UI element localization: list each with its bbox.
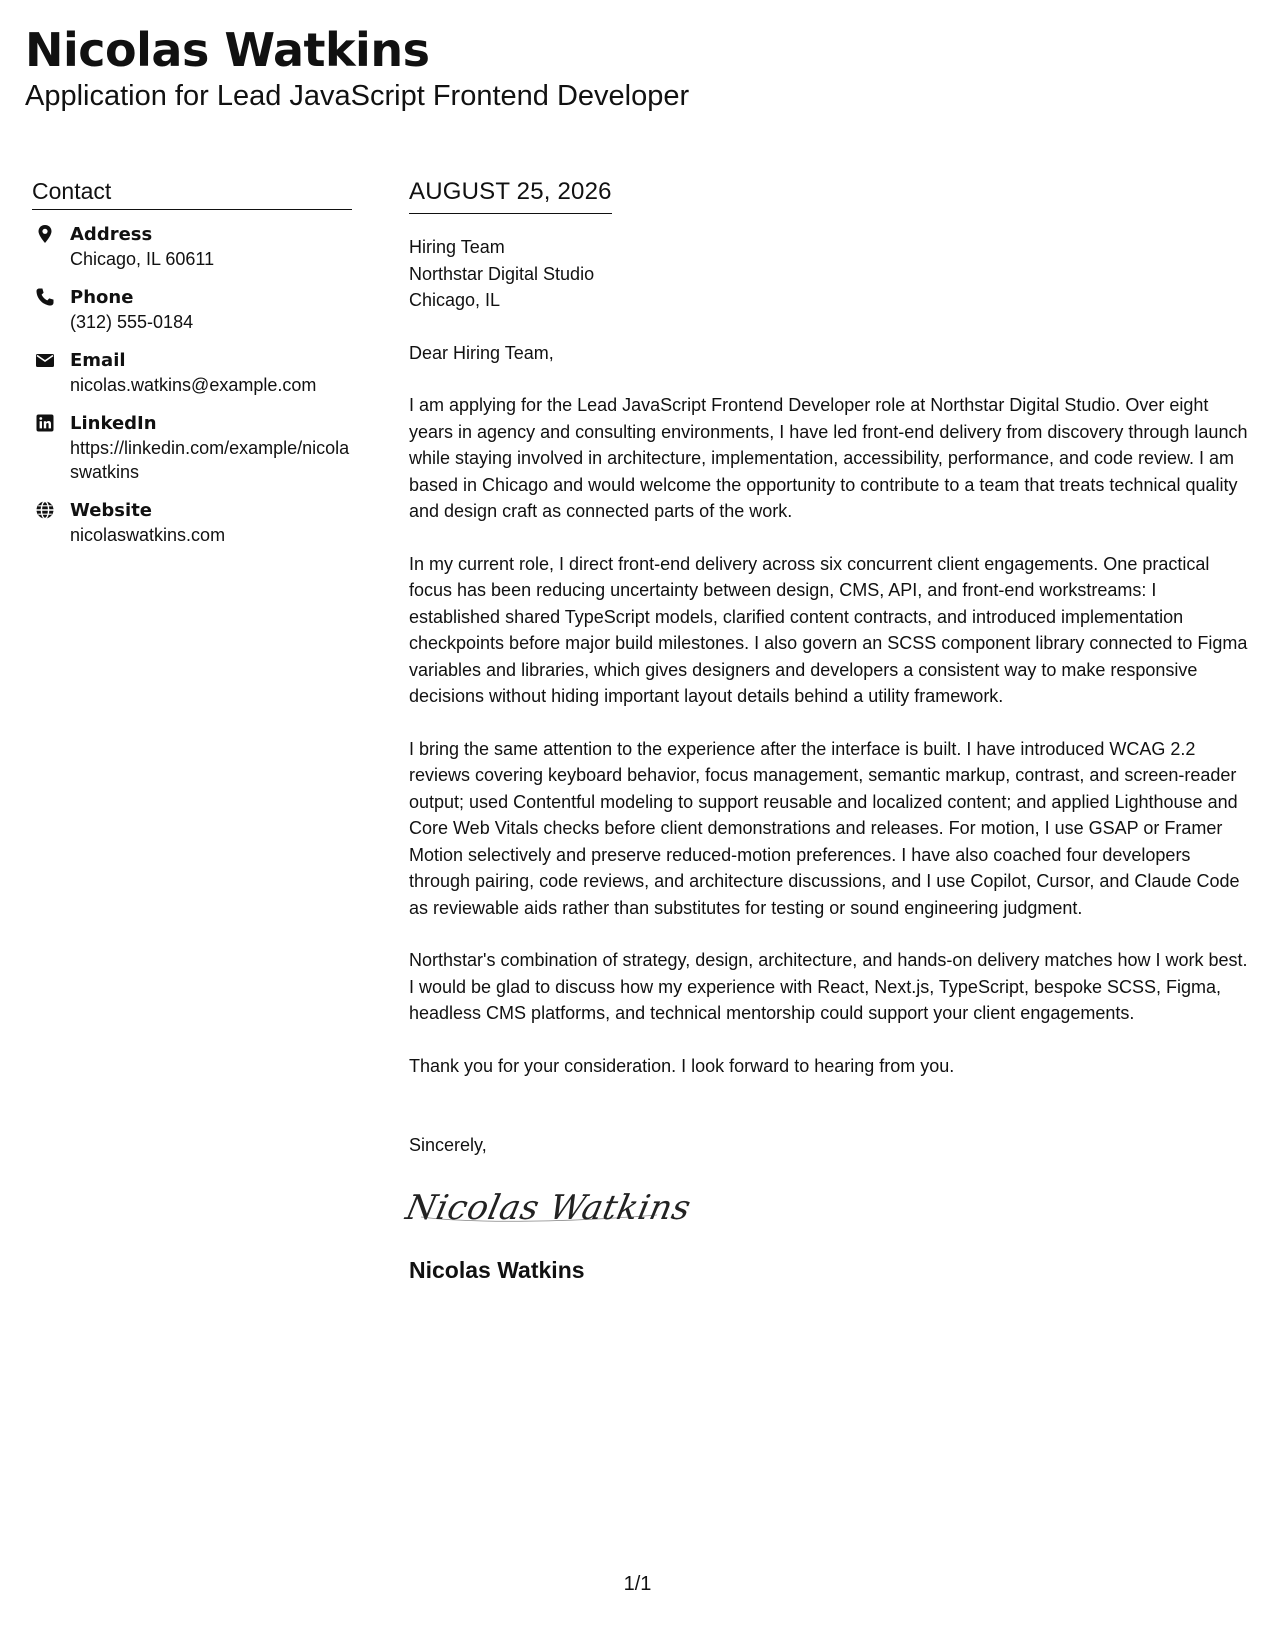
contact-label: LinkedIn bbox=[70, 413, 157, 434]
contact-label: Website bbox=[70, 500, 153, 521]
email-value[interactable]: nicolas.watkins@example.com bbox=[70, 375, 317, 395]
envelope-icon bbox=[35, 350, 55, 370]
contact-sidebar bbox=[32, 176, 352, 561]
body-paragraph: Northstar's combination of strategy, design, architecture, and hands-on delivery matches how I work best. I would be glad to discuss how my experience with React, Next.js, TypeScript, bespoke SCSS, Figma, headless CMS platforms, and technical mentorship could support your client engagements. bbox=[409, 950, 1248, 1023]
contact-item-address bbox=[32, 222, 352, 271]
handwritten-signature bbox=[402, 1187, 1251, 1229]
applicant-name: Nicolas Watkins bbox=[25, 23, 430, 77]
svg-text:Nicolas Watkins: Nicolas Watkins bbox=[402, 1187, 695, 1228]
salutation: Dear Hiring Team, bbox=[409, 342, 554, 363]
recipient-line: Chicago, IL bbox=[409, 290, 501, 310]
contact-label: Email bbox=[70, 350, 126, 371]
recipient-block bbox=[409, 234, 1251, 314]
contact-item-phone bbox=[32, 285, 352, 334]
contact-label: Phone bbox=[70, 287, 134, 308]
body-paragraph: Thank you for your consideration. I look forward to hearing from you. bbox=[409, 1055, 955, 1076]
website-value[interactable]: nicolaswatkins.com bbox=[70, 525, 226, 545]
contact-heading: Contact bbox=[32, 176, 352, 210]
application-subtitle: Application for Lead JavaScript Frontend Developer bbox=[25, 80, 690, 112]
phone-icon bbox=[35, 287, 55, 307]
contact-item-website bbox=[32, 498, 352, 547]
page-number: 1/1 bbox=[623, 1573, 652, 1595]
body-paragraph: In my current role, I direct front-end delivery across six concurrent client engagements. One practical focus has been reducing uncertainty between design, CMS, API, and front-end workstreams: I established shared TypeScript models, clarified content contracts, and introduced implementation checkpoints before major build milestones. I also govern an SCSS component library connected to Figma variables and libraries, which gives designers and developers a consistent way to make responsive decisions without hiding important layout details behind a utility framework. bbox=[409, 553, 1248, 706]
letter-header bbox=[25, 22, 689, 114]
recipient-line: Hiring Team bbox=[409, 237, 505, 257]
map-pin-icon bbox=[35, 224, 55, 244]
body-paragraph: I am applying for the Lead JavaScript Frontend Developer role at Northstar Digital Studio. Over eight years in agency and consulting environments, I have led front-end delivery from discovery through launch while staying involved in architecture, implementation, accessibility, performance, and code review. I am based in Chicago and would welcome the opportunity to contribute to a team that treats technical quality and design craft as connected parts of the work. bbox=[409, 395, 1248, 521]
address-value: Chicago, IL 60611 bbox=[70, 249, 215, 269]
contact-label: Address bbox=[70, 224, 153, 245]
phone-value: (312) 555-0184 bbox=[70, 312, 194, 332]
signature-image bbox=[402, 1187, 695, 1229]
linkedin-icon bbox=[35, 413, 55, 433]
contact-item-linkedin bbox=[32, 411, 352, 484]
globe-icon bbox=[35, 500, 55, 520]
contact-item-email bbox=[32, 348, 352, 397]
signer-name: Nicolas Watkins bbox=[409, 1256, 585, 1283]
closing: Sincerely, bbox=[409, 1135, 487, 1155]
letter-body bbox=[402, 176, 1251, 1285]
body-paragraph: I bring the same attention to the experience after the interface is built. I have introduced WCAG 2.2 reviews covering keyboard behavior, focus management, semantic markup, contrast, and screen-reader output; used Contentful modeling to support reusable and localized content; and applied Lighthouse and Core Web Vitals checks before client demonstrations and releases. For motion, I use GSAP or Framer Motion selectively and preserve reduced-motion preferences. I have also coached four developers through pairing, code reviews, and architecture discussions, and I use Copilot, Cursor, and Claude Code as reviewable aids rather than substitutes for testing or sound engineering judgment. bbox=[409, 738, 1240, 918]
linkedin-value[interactable]: https://linkedin.com/example/nicolaswatkins bbox=[70, 438, 350, 482]
recipient-line: Northstar Digital Studio bbox=[409, 263, 595, 284]
letter-date: AUGUST 25, 2026 bbox=[409, 176, 612, 214]
